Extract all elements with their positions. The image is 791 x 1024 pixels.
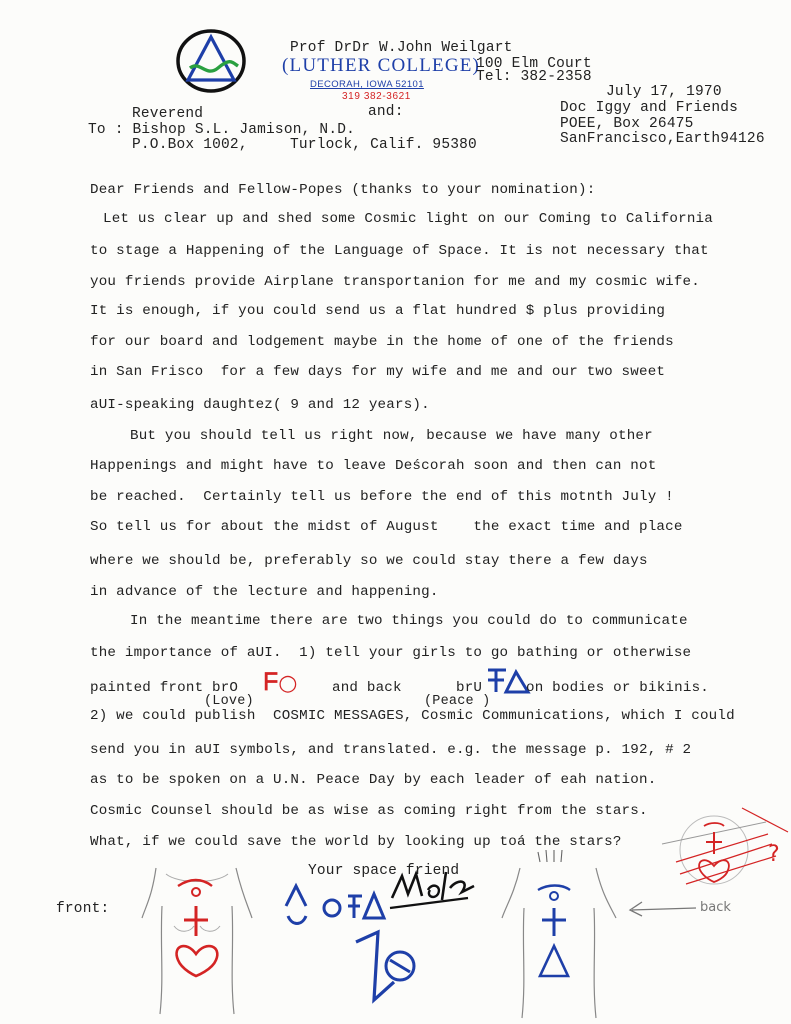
recipient-second-box: POEE, Box 26475: [560, 116, 694, 132]
body-line: and back: [332, 680, 402, 696]
margin-question-mark: ?: [768, 842, 780, 867]
love-caption: (Love): [204, 694, 254, 709]
body-line: Happenings and might have to leave Deścorah soon and then can not: [90, 458, 657, 474]
recipient-and: and:: [368, 104, 404, 120]
body-line: to stage a Happening of the Language of Space. It is not necessary that: [90, 243, 709, 259]
recipient-city: Turlock, Calif. 95380: [290, 137, 477, 153]
recipient-to-line: To : Bishop S.L. Jamison, N.D.: [88, 122, 356, 138]
body-line: So tell us for about the midst of August the exact time and place: [90, 519, 683, 535]
letter-date: July 17, 1970: [606, 84, 722, 100]
recipient-po-box: P.O.Box 1002,: [132, 137, 248, 153]
body-line: where we should be, preferably so we could stay there a few days: [90, 553, 648, 569]
love-symbol-icon: ᖴ○: [264, 668, 298, 696]
body-line: on bodies or bikinis.: [526, 680, 709, 696]
back-label: back: [700, 900, 731, 915]
recipient-second-city: SanFrancisco,Earth94126: [560, 131, 765, 147]
letterhead-street: 100 Elm Court: [476, 56, 592, 72]
arrow-left-icon: [626, 898, 698, 918]
body-line: What, if we could save the world by looking up toá the stars?: [90, 834, 622, 850]
body-line: But you should tell us right now, because we have many other: [130, 428, 653, 444]
college-city: DECORAH, IOWA 52101: [310, 79, 424, 90]
body-line: 2) we could publish COSMIC MESSAGES, Cosmic Communications, which I could: [90, 708, 735, 724]
body-line: brU: [456, 680, 483, 696]
front-torso-drawing: [138, 866, 258, 1016]
body-line: in advance of the lecture and happening.: [90, 584, 439, 600]
body-line: Let us clear up and shed some Cosmic light on our Coming to California: [103, 211, 713, 227]
body-line: be reached. Certainly tell us before the end of this motnth July !: [90, 489, 674, 505]
recipient-title: Reverend: [132, 106, 204, 122]
college-name: (LUTHER COLLEGE): [282, 55, 481, 76]
body-line: the importance of aUI. 1) tell your girls to go bathing or otherwise: [90, 645, 692, 661]
body-line: you friends provide Airplane transportanion for me and my cosmic wife.: [90, 274, 700, 290]
body-line: send you in aUI symbols, and translated. e.g. the message p. 192, # 2: [90, 742, 692, 758]
body-line: It is enough, if you could send us a flat hundred $ plus providing: [90, 303, 666, 319]
back-torso-drawing: [498, 850, 620, 1020]
wolf-signature-icon: [388, 868, 478, 916]
peace-symbol-icon: [484, 664, 530, 696]
front-label: front:: [56, 901, 110, 917]
letterhead-tel: Tel: 382-2358: [476, 69, 592, 85]
luther-college-logo-icon: [176, 28, 248, 94]
college-phone: 319 382-3621: [342, 91, 411, 102]
peace-caption: (Peace ): [424, 694, 491, 709]
letterhead-name: Prof DrDr W.John Weilgart: [290, 40, 513, 56]
body-line: Cosmic Counsel should be as wise as coming right from the stars.: [90, 803, 648, 819]
body-line: in San Frisco for a few days for my wife and me and our two sweet: [90, 364, 666, 380]
body-line: aUI-speaking daughtez( 9 and 12 years).: [90, 397, 430, 413]
body-line: for our board and lodgement maybe in the home of one of the friends: [90, 334, 674, 350]
sign-off: Your space friend: [308, 863, 460, 879]
body-line: as to be spoken on a U.N. Peace Day by each leader of eah nation.: [90, 772, 657, 788]
salutation: Dear Friends and Fellow-Popes (thanks to your nomination):: [90, 182, 596, 198]
body-line: painted front brO: [90, 680, 239, 696]
recipient-second-name: Doc Iggy and Friends: [560, 100, 739, 116]
body-line: In the meantime there are two things you could do to communicate: [130, 613, 688, 629]
